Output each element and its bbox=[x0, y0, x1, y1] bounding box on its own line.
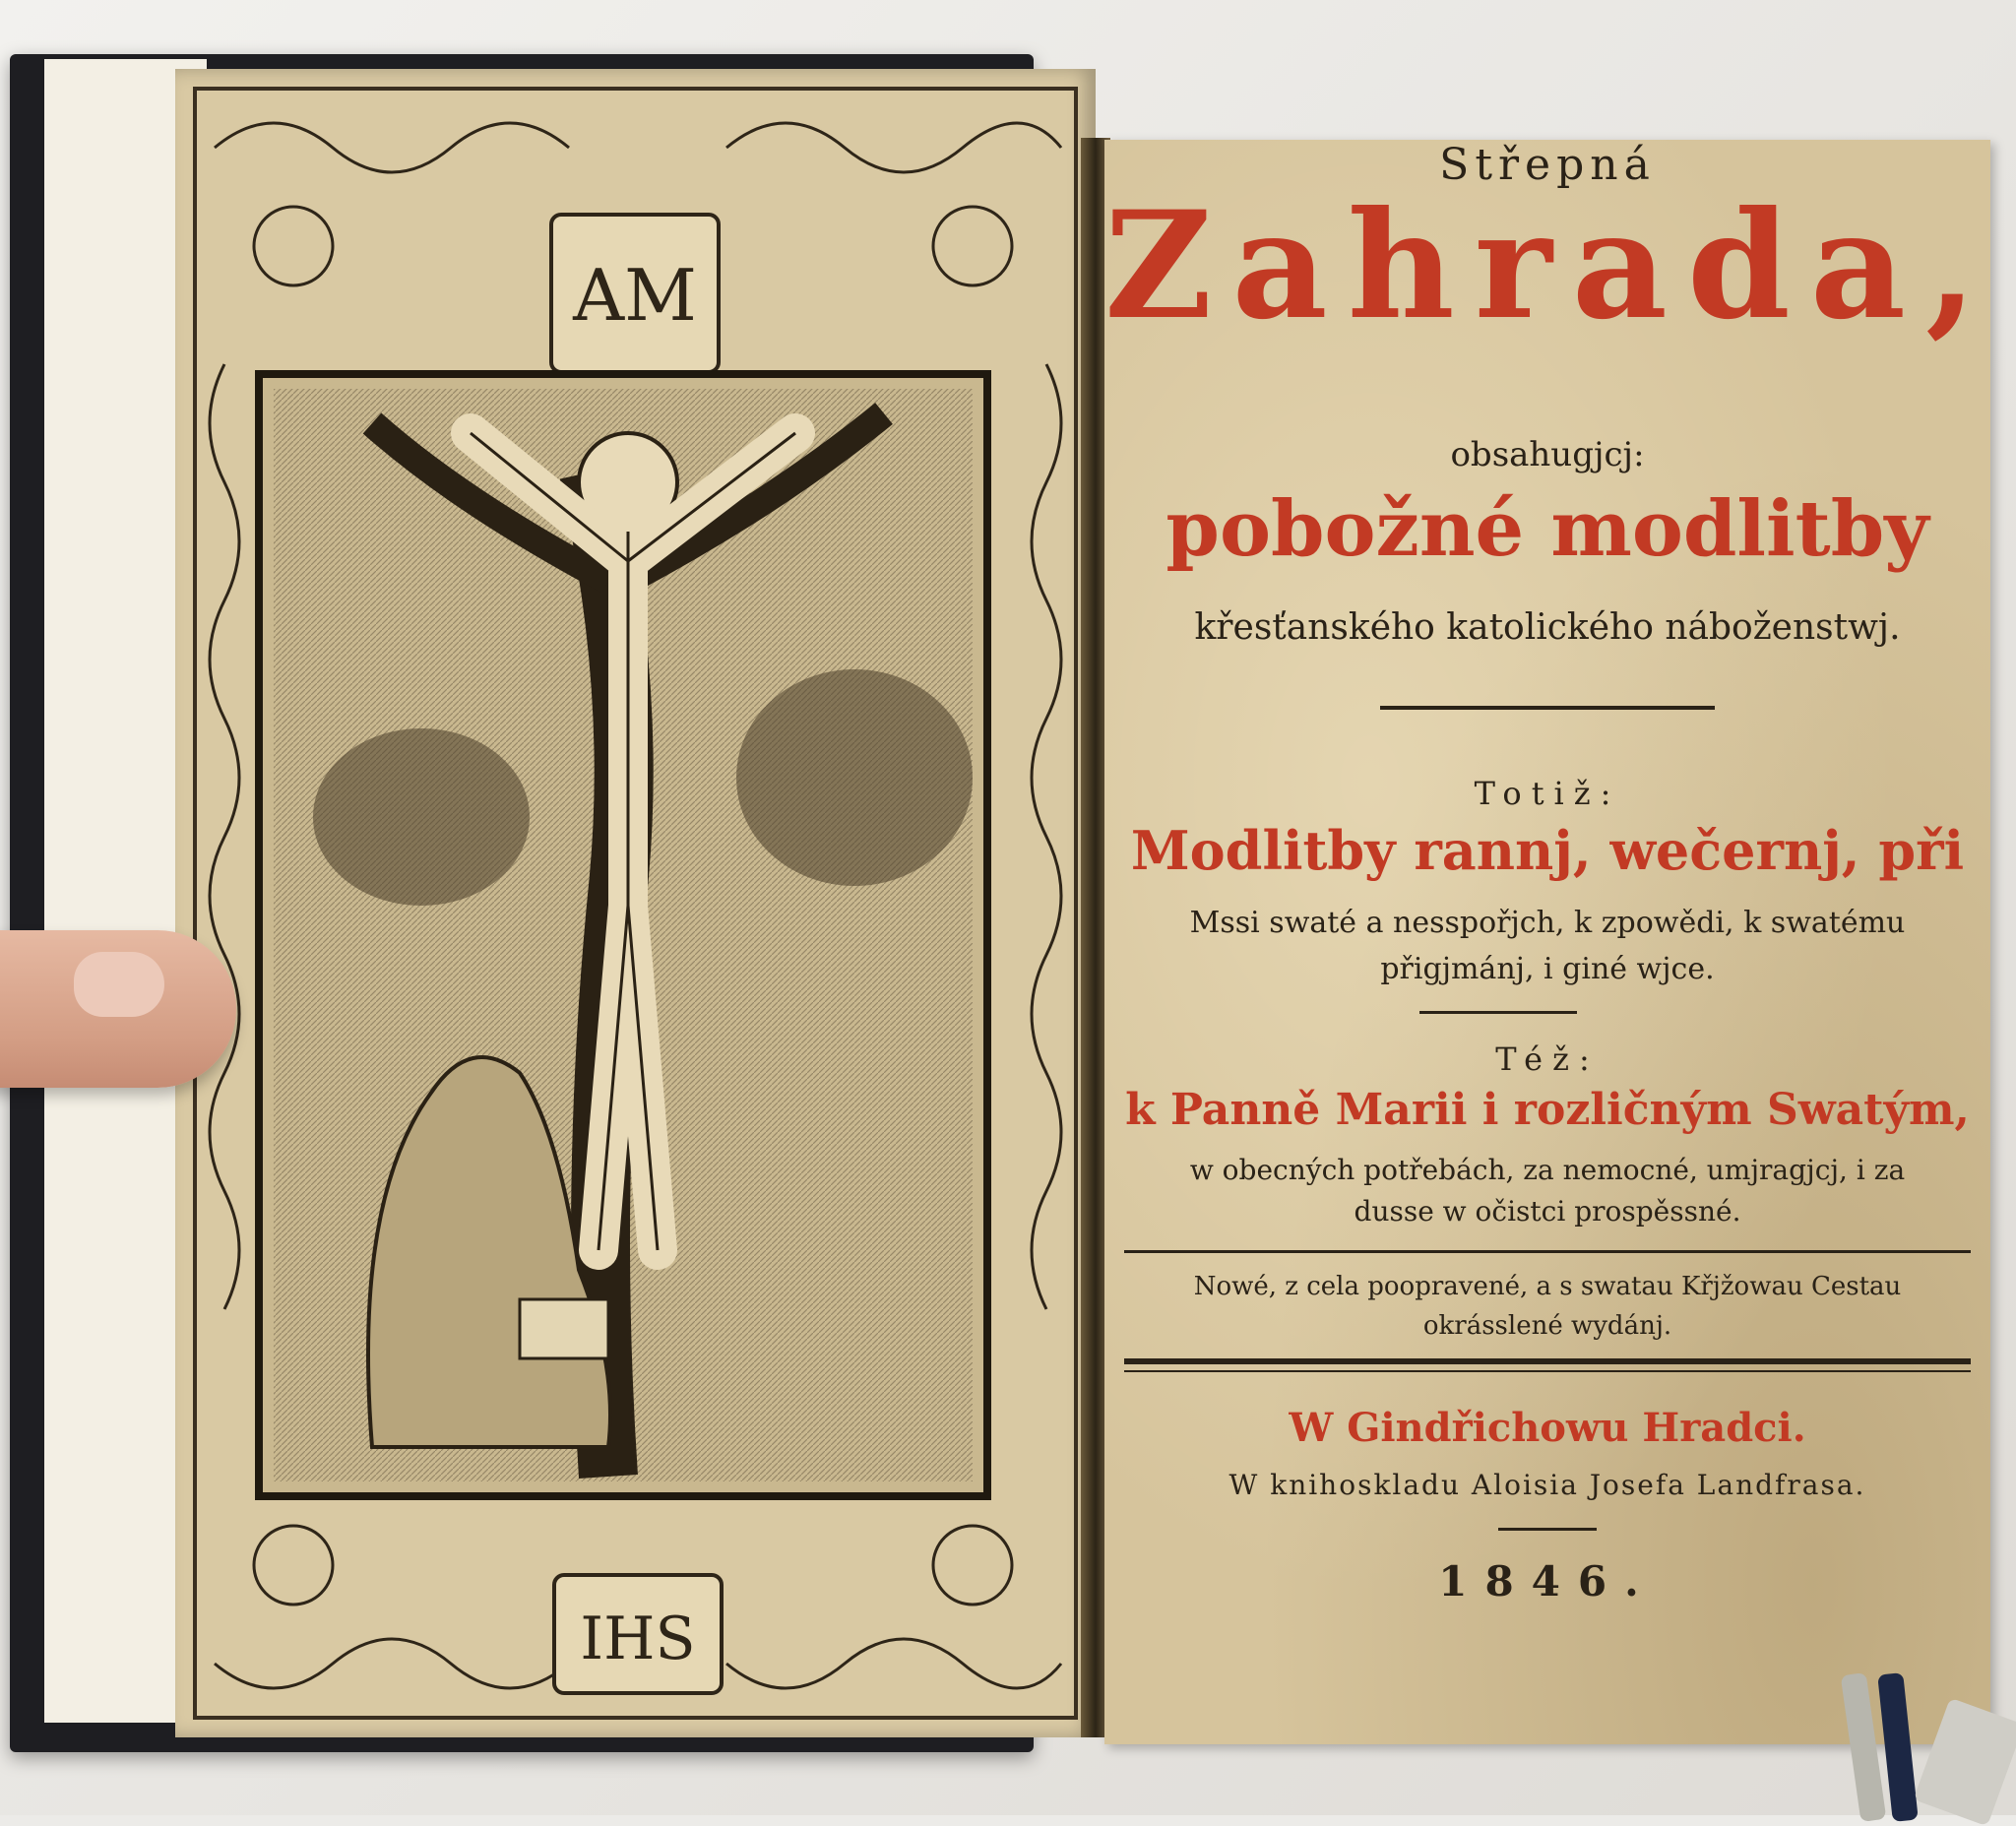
frontispiece-engraving bbox=[175, 69, 1096, 1737]
line-mssi-swate: Mssi swaté a nesspořjch, k zpowědi, k swatému bbox=[1189, 906, 1906, 940]
rule-6 bbox=[1498, 1528, 1597, 1531]
label-tez: Též: bbox=[1495, 1040, 1600, 1078]
top-monogram: AM bbox=[573, 254, 697, 337]
heading-pobozne-modlitby: pobožné modlitby bbox=[1166, 484, 1929, 574]
engraving-art bbox=[175, 69, 1096, 1737]
place-gindrichowu-hradci: W Gindřichowu Hradci. bbox=[1289, 1405, 1806, 1451]
heading-modlitby-ranni: Modlitby rannj, wečernj, při bbox=[1130, 819, 1965, 882]
rule-3 bbox=[1124, 1250, 1971, 1253]
year-1846: 1846. bbox=[1438, 1557, 1657, 1606]
rule-4 bbox=[1124, 1358, 1971, 1364]
fountain bbox=[520, 1299, 608, 1358]
ornamental-rule bbox=[1380, 706, 1715, 710]
label-totiz: Totiž: bbox=[1474, 775, 1621, 812]
title-line-strepna: Střepná bbox=[1439, 140, 1656, 190]
line-obecnych-potrebach: w obecných potřebách, za nemocné, umjragjcj, i za bbox=[1189, 1154, 1906, 1186]
rule-2 bbox=[1419, 1011, 1577, 1014]
main-title-zahrada: Zahrada, bbox=[1104, 179, 1997, 352]
line-okrasslene: okrásslené wydánj. bbox=[1422, 1311, 1672, 1341]
publisher-line: W knihoskladu Aloisia Josefa Landfrasa. bbox=[1228, 1469, 1866, 1501]
fingernail bbox=[74, 952, 164, 1017]
line-nabozenstvi: křesťanského katolického náboženstwj. bbox=[1194, 607, 1901, 648]
line-dusse: dusse w očistci prospěssné. bbox=[1354, 1195, 1741, 1228]
holding-finger bbox=[0, 930, 236, 1088]
bottom-monogram: IHS bbox=[580, 1605, 696, 1673]
subtitle-obsahujici: obsahugjcj: bbox=[1450, 435, 1645, 474]
line-prijimani: přigjmánj, i giné wjce. bbox=[1380, 952, 1715, 986]
title-page bbox=[1104, 140, 1997, 1744]
rule-5 bbox=[1124, 1370, 1971, 1372]
heading-panne-marii: k Panně Marii i rozličným Swatým, bbox=[1125, 1085, 1970, 1135]
line-nowe: Nowé, z cela poopravené, a s swatau Křjžowau Cestau bbox=[1193, 1272, 1902, 1301]
